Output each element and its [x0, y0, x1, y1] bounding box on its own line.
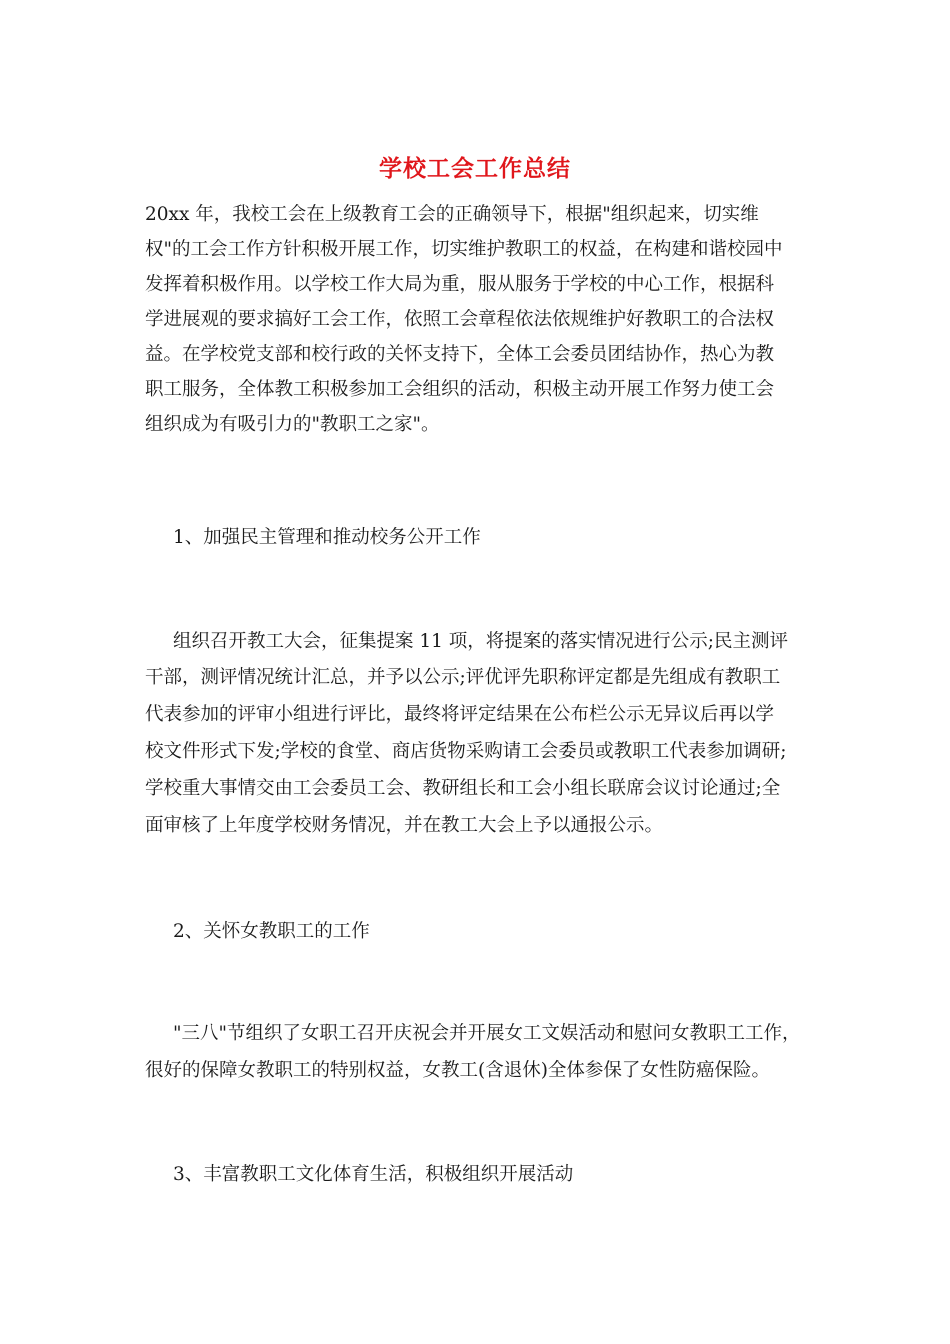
- section-3-heading: 3、丰富教职工文化体育生活，积极组织开展活动: [173, 1164, 574, 1185]
- document-title: 学校工会工作总结: [379, 155, 571, 182]
- paragraph-line: 面审核了上年度学校财务情况，并在教工大会上予以通报公示。: [145, 815, 664, 836]
- section-1-heading: 1、加强民主管理和推动校务公开工作: [173, 527, 481, 548]
- section-2-heading: 2、关怀女教职工的工作: [173, 921, 370, 942]
- paragraph-line: 很好的保障女教职工的特别权益，女教工(含退休)全体参保了女性防癌保险。: [145, 1060, 770, 1081]
- intro-line: 组织成为有吸引力的"教职工之家"。: [145, 414, 440, 435]
- paragraph-line: 干部，测评情况统计汇总，并予以公示;评优评先职称评定都是先组成有教职工: [145, 667, 781, 688]
- intro-line: 职工服务，全体教工积极参加工会组织的活动，积极主动开展工作努力使工会: [145, 379, 775, 400]
- paragraph-line: 校文件形式下发;学校的食堂、商店货物采购请工会委员或教职工代表参加调研;: [145, 741, 787, 762]
- intro-line: 益。在学校党支部和校行政的关怀支持下，全体工会委员团结协作，热心为教: [145, 344, 775, 365]
- paragraph-line: 组织召开教工大会，征集提案 11 项，将提案的落实情况进行公示;民主测评: [173, 631, 789, 652]
- paragraph-line: "三八"节组织了女职工召开庆祝会并开展女工文娱活动和慰问女教职工工作，: [173, 1023, 801, 1044]
- intro-line: 权"的工会工作方针积极开展工作，切实维护教职工的权益，在构建和谐校园中: [145, 239, 783, 260]
- paragraph-line: 学校重大事情交由工会委员工会、教研组长和工会小组长联席会议讨论通过;全: [145, 778, 781, 799]
- intro-line: 20xx 年，我校工会在上级教育工会的正确领导下，根据"组织起来，切实维: [145, 204, 759, 225]
- paragraph-line: 代表参加的评审小组进行评比，最终将评定结果在公布栏公示无异议后再以学: [145, 704, 775, 725]
- intro-line: 学进展观的要求搞好工会工作，依照工会章程依法依规维护好教职工的合法权: [145, 309, 775, 330]
- intro-line: 发挥着积极作用。以学校工作大局为重，服从服务于学校的中心工作，根据科: [145, 274, 775, 295]
